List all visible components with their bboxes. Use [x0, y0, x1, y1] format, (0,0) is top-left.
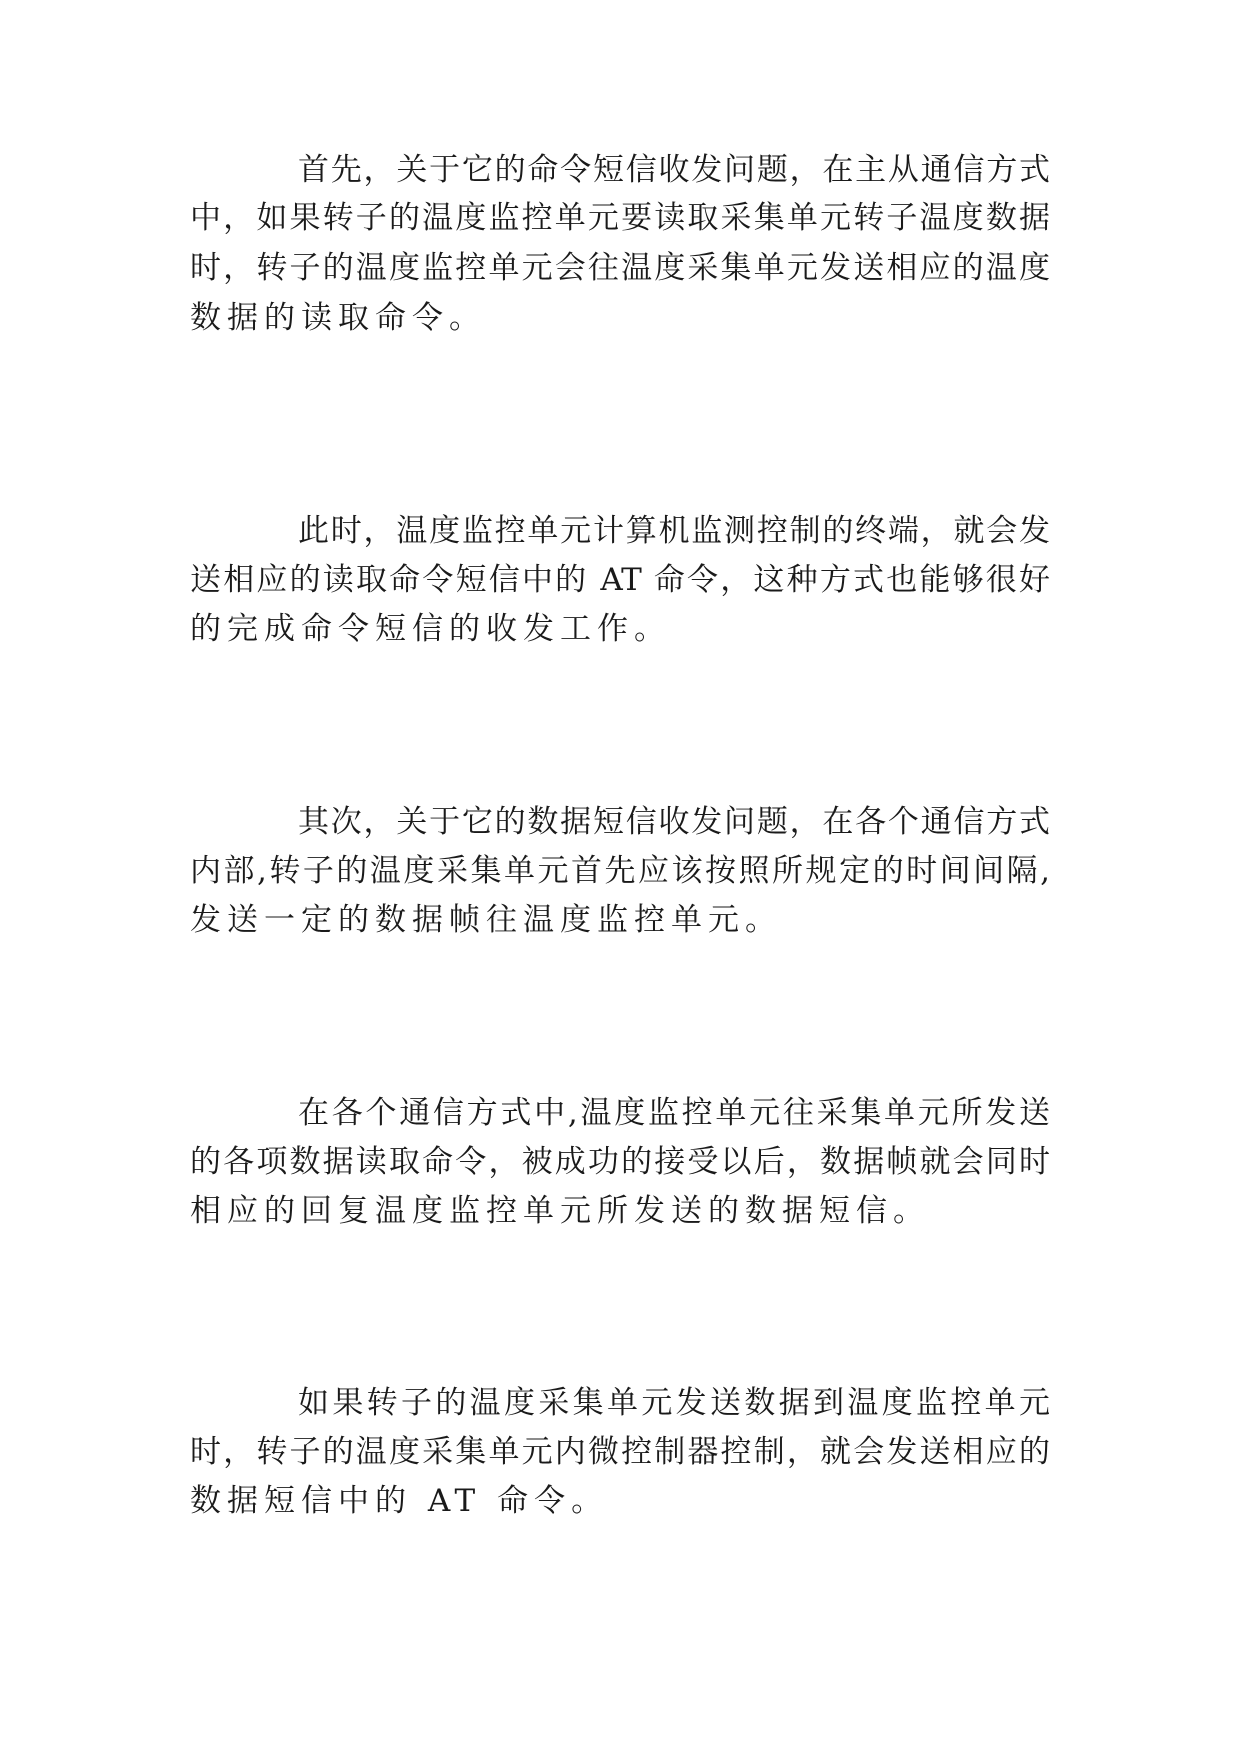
paragraph-line: 送相应的读取命令短信中的 AT 命令，这种方式也能够很好: [190, 562, 1050, 598]
paragraph-line: 数据短信中的 AT 命令。: [190, 1483, 609, 1519]
paragraph-line: 相应的回复温度监控单元所发送的数据短信。: [190, 1193, 930, 1229]
paragraph-line: 内部,转子的温度采集单元首先应该按照所规定的时间间隔,: [190, 853, 1050, 889]
paragraph-line: 其次，关于它的数据短信收发问题，在各个通信方式: [298, 804, 1050, 840]
paragraph-line: 时，转子的温度采集单元内微控制器控制，就会发送相应的: [190, 1434, 1050, 1470]
paragraph-line: 的完成命令短信的收发工作。: [190, 611, 671, 647]
paragraph-line: 首先，关于它的命令短信收发问题，在主从通信方式: [298, 152, 1050, 188]
paragraph-line: 数据的读取命令。: [190, 300, 486, 336]
paragraph-line: 时，转子的温度监控单元会往温度采集单元发送相应的温度: [190, 250, 1050, 286]
paragraph-line: 在各个通信方式中,温度监控单元往采集单元所发送: [298, 1095, 1050, 1131]
paragraph-line: 此时，温度监控单元计算机监测控制的终端，就会发: [298, 513, 1050, 549]
paragraph-line: 发送一定的数据帧往温度监控单元。: [190, 902, 782, 938]
paragraph-line: 的各项数据读取命令，被成功的接受以后，数据帧就会同时: [190, 1144, 1050, 1180]
paragraph-line: 如果转子的温度采集单元发送数据到温度监控单元: [298, 1385, 1050, 1421]
paragraph-line: 中，如果转子的温度监控单元要读取采集单元转子温度数据: [190, 200, 1050, 236]
